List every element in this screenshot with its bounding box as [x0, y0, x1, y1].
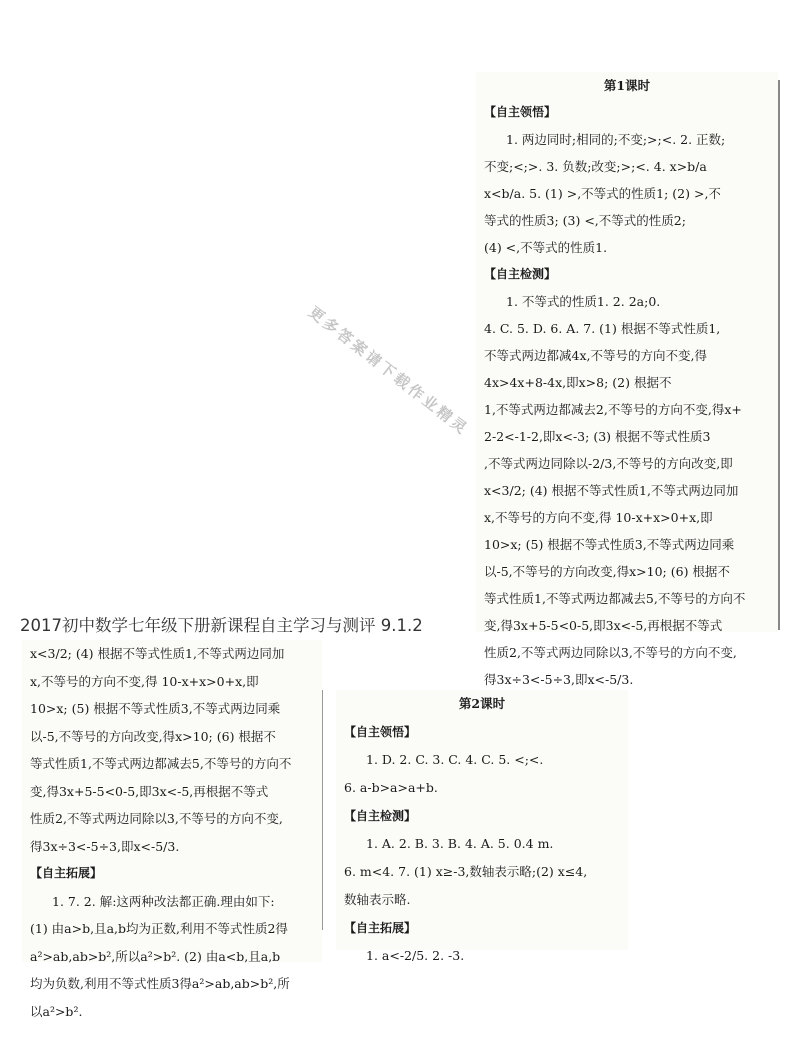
answer-line: 性质2,不等式两边同除以3,不等号的方向不变,	[484, 645, 737, 660]
answer-line: (4) <,不等式的性质1.	[484, 240, 608, 255]
answer-line: 以a²>b².	[30, 1003, 83, 1019]
answer-line: 10>x; (5) 根据不等式性质3,不等式两边同乘	[30, 701, 281, 716]
answer-line: 等式的性质3; (3) <,不等式的性质2;	[484, 213, 686, 228]
answer-line: 10>x; (5) 根据不等式性质3,不等式两边同乘	[484, 537, 735, 552]
answer-line: x<b/a. 5. (1) >,不等式的性质1; (2) >,不	[484, 186, 721, 201]
answer-line: 1,不等式两边都减去2,不等号的方向不变,得x+	[484, 402, 742, 417]
lesson-title: 第1课时	[603, 78, 651, 93]
answer-line: 4x>4x+8-4x,即x>8; (2) 根据不	[484, 375, 672, 390]
answer-line: x,不等号的方向不变,得 10-x+x>0+x,即	[30, 673, 259, 689]
section-heading: 【自主领悟】	[344, 725, 417, 739]
answer-line: (1) 由a>b,且a,b均为正数,利用不等式性质2得	[30, 921, 288, 936]
lesson-title: 第2课时	[458, 696, 506, 711]
section-heading: 【自主检测】	[344, 809, 417, 823]
answer-line: 2-2<-1-2,即x<-3; (3) 根据不等式性质3	[484, 429, 711, 444]
answer-line: 数轴表示略.	[344, 892, 411, 907]
answer-line: 1. a<-2/5. 2. -3.	[366, 948, 465, 963]
section-heading: 【自主领悟】	[484, 105, 557, 119]
answer-scan-bottom-left	[22, 640, 322, 1019]
answer-line: 4. C. 5. D. 6. A. 7. (1) 根据不等式性质1,	[484, 321, 721, 336]
answer-line: ,不等式两边同除以-2/3,不等号的方向改变,即	[484, 456, 733, 471]
answer-line: 以-5,不等号的方向改变,得x>10; (6) 根据不	[30, 728, 276, 744]
answer-line: 均为负数,利用不等式性质3得a²>ab,ab>b²,所	[30, 976, 290, 991]
answer-line: 以-5,不等号的方向改变,得x>10; (6) 根据不	[484, 564, 730, 579]
answer-line: 1. 不等式的性质1. 2. 2a;0.	[506, 294, 661, 309]
answer-line: 得3x÷3<-5÷3,即x<-5/3.	[30, 838, 180, 854]
answer-scan-top	[476, 72, 778, 687]
answer-line: 6. a-b>a>a+b.	[344, 780, 438, 795]
page-caption: 2017初中数学七年级下册新课程自主学习与测评 9.1.2	[20, 616, 423, 635]
section-heading: 【自主检测】	[484, 267, 557, 281]
answer-line: x<3/2; (4) 根据不等式性质1,不等式两边同加	[484, 483, 739, 498]
answer-line: 得3x÷3<-5÷3,即x<-5/3.	[484, 672, 634, 687]
answer-line: 1. A. 2. B. 3. B. 4. A. 5. 0.4 m.	[366, 836, 554, 851]
scan-divider	[322, 690, 323, 930]
answer-line: 1. D. 2. C. 3. C. 4. C. 5. <;<.	[366, 752, 544, 767]
answer-line: a²>ab,ab>b²,所以a²>b². (2) 由a<b,且a,b	[30, 948, 281, 964]
answer-line: 等式性质1,不等式两边都减去5,不等号的方向不	[484, 591, 746, 606]
answer-line: 变,得3x+5-5<0-5,即3x<-5,再根据不等式	[484, 618, 723, 633]
answer-line: 1. 7. 2. 解:这两种改法都正确.理由如下:	[52, 893, 275, 909]
scan-edge	[778, 80, 780, 630]
answer-line: 变,得3x+5-5<0-5,即3x<-5,再根据不等式	[30, 783, 269, 799]
answer-line: 6. m<4. 7. (1) x≥-3,数轴表示略;(2) x≤4,	[344, 864, 588, 879]
watermark-text: 更多答案请下载作业精灵	[305, 302, 473, 439]
answer-line: 性质2,不等式两边同除以3,不等号的方向不变,	[30, 811, 283, 826]
answer-line: 不变;<;>. 3. 负数;改变;>;<. 4. x>b/a	[484, 159, 707, 174]
answer-line: 1. 两边同时;相同的;不变;>;<. 2. 正数;	[506, 132, 726, 147]
section-heading: 【自主拓展】	[30, 866, 103, 880]
answer-line: x<3/2; (4) 根据不等式性质1,不等式两边同加	[30, 646, 285, 661]
section-heading: 【自主拓展】	[344, 921, 417, 935]
answer-line: 不等式两边都减4x,不等号的方向不变,得	[484, 348, 707, 363]
answer-line: x,不等号的方向不变,得 10-x+x>0+x,即	[484, 510, 713, 525]
answer-line: 等式性质1,不等式两边都减去5,不等号的方向不	[30, 756, 292, 771]
answer-scan-bottom-right	[336, 690, 628, 963]
